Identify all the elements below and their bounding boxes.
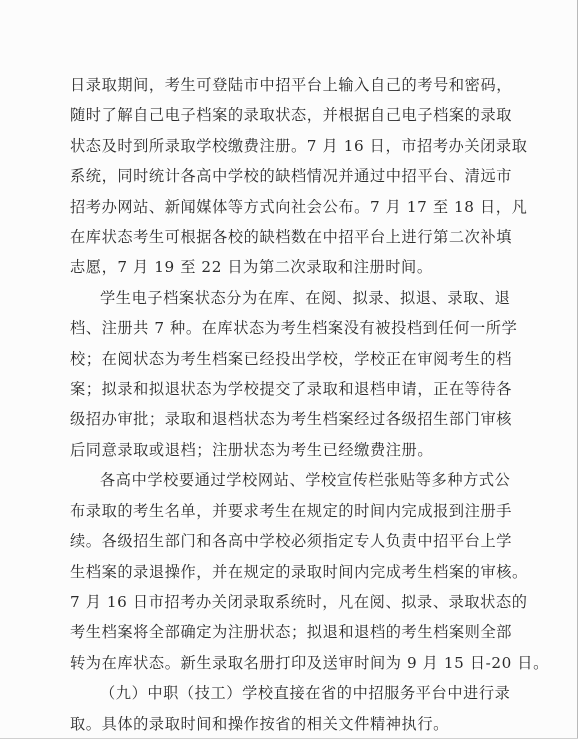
text-line: 学生电子档案状态分为在库、在阅、拟录、拟退、录取、退: [100, 288, 511, 307]
paragraph-publication: [70, 465, 549, 678]
text-line: 考生档案将全部确定为注册状态；拟退和退档的考生档案则全部: [70, 623, 513, 642]
paragraph-vocational: [70, 678, 512, 739]
text-line: 续。各级招生部门和各高中学校必须指定专人负责中招平台上学: [70, 532, 513, 551]
text-line: 取。具体的录取时间和操作按省的相关文件精神执行。: [70, 714, 449, 733]
text-line: 状态及时到所录取学校缴费注册。7 月 16 日，市招考办关闭录取: [70, 136, 528, 155]
text-line: 案；拟录和拟退状态为学校提交了录取和退档申请，正在等待各: [70, 380, 513, 399]
text-line: 级招办审批；录取和退档状态为考生档案经过各级招生部门审核: [70, 410, 513, 429]
text-line: 日录取期间，考生可登陆市中招平台上输入自己的考号和密码，: [70, 76, 513, 94]
text-line: 志愿，7 月 19 至 22 日为第二次录取和注册时间。: [70, 258, 433, 277]
text-line: 系统，同时统计各高中学校的缺档情况并通过中招平台、清远市: [70, 167, 513, 186]
paragraph-admission-period: [70, 70, 528, 283]
text-line: 随时了解自己电子档案的录取状态，并根据自己电子档案的录取: [70, 106, 513, 125]
text-line: 转为在库状态。新生录取名册打印及送审时间为 9 月 15 日-20 日。: [70, 653, 549, 672]
text-line: 后同意录取或退档；注册状态为考生已经缴费注册。: [70, 440, 434, 459]
text-line: 各高中学校要通过学校网站、学校宣传栏张贴等多种方式公: [100, 471, 511, 490]
text-line: 生档案的录退操作，并在规定的录取时间内完成考生档案的审核。: [70, 562, 528, 581]
text-line: 布录取的考生名单，并要求考生在规定的时间内完成报到注册手: [70, 501, 513, 520]
text-line: 校；在阅状态为考生档案已经投出学校，学校正在审阅考生的档: [70, 349, 513, 368]
text-line: 档、注册共 7 种。在库状态为考生档案没有被投档到任何一所学: [70, 319, 518, 338]
text-line: 7 月 16 日市招考办关闭录取系统时，凡在阅、拟录、录取状态的: [70, 592, 528, 611]
text-line: （九）中职（技工）学校直接在省的中招服务平台中进行录: [100, 684, 511, 703]
text-line: 招考办网站、新闻媒体等方式向社会公布。7 月 17 至 18 日，凡: [70, 197, 528, 216]
paragraph-file-status: [70, 283, 518, 465]
text-line: 在库状态考生可根据各校的缺档数在中招平台上进行第二次补填: [70, 228, 513, 247]
document-body: [70, 70, 549, 739]
